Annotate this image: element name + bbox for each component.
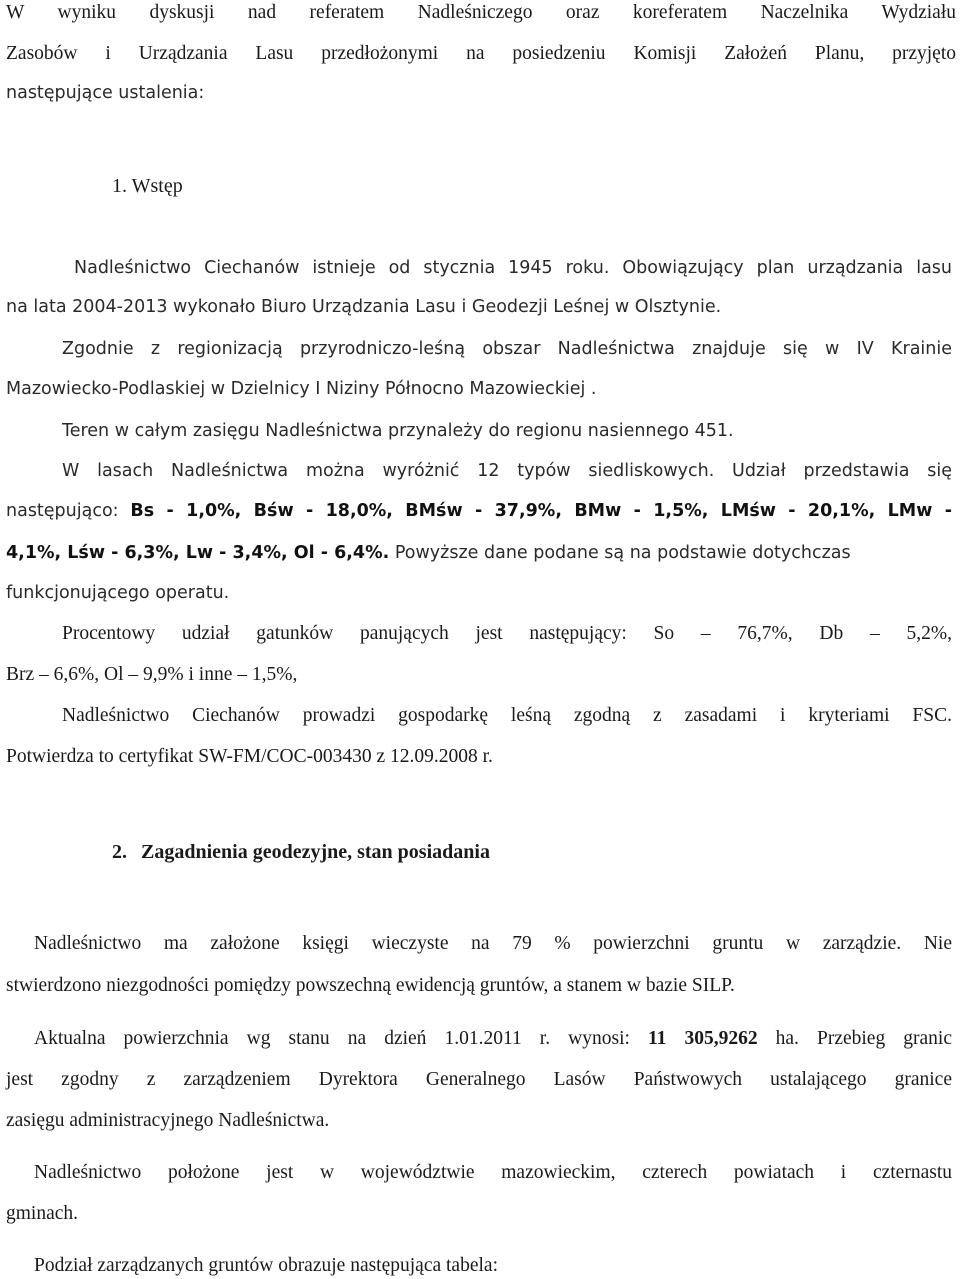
intro-line-1: W wyniku dyskusji nad referatem Nadleśniczego oraz koreferatem Naczelnika Wydziału <box>6 2 956 23</box>
s2-p2-text-c: ha. Przebieg granic <box>757 1028 952 1049</box>
s1-p5-line-1: Procentowy udział gatunków panujących jest następujący: So – 76,7%, Db – 5,2%, <box>62 623 952 644</box>
s2-p3-line-1: Nadleśnictwo położone jest w województwie mazowieckim, czterech powiatach i czternastu <box>34 1162 952 1183</box>
s2-p3-line-2: gminach. <box>6 1203 79 1224</box>
section-2-number: 2. <box>112 841 127 863</box>
s1-p4-habitat-shares-cont: 4,1%, Lśw - 6,3%, Lw - 3,4%, Ol - 6,4%. <box>6 543 390 563</box>
s2-p2-line-3: zasięgu administracyjnego Nadleśnictwa. <box>6 1110 330 1131</box>
section-2-heading <box>112 839 956 865</box>
intro-line-2: Zasobów i Urządzania Lasu przedłożonymi na posiedzeniu Komisji Założeń Planu, przyjęto <box>6 43 956 64</box>
s1-p1-line-1: Nadleśnictwo Ciechanów istnieje od stycznia 1945 roku. Obowiązujący plan urządzania lasu <box>74 258 952 278</box>
s1-p6-line-2: Potwierdza to certyfikat SW-FM/COC-003430 z 12.09.2008 r. <box>6 746 493 767</box>
s2-p2-area-value: 11 305,9262 <box>647 1028 758 1049</box>
s2-p4: Podział zarządzanych gruntów obrazuje następująca tabela: <box>34 1255 498 1276</box>
s1-p3: Teren w całym zasięgu Nadleśnictwa przynależy do regionu nasiennego 451. <box>62 421 734 441</box>
s1-p4-line-2 <box>6 498 952 524</box>
intro-line-3: następujące ustalenia: <box>6 83 205 103</box>
s1-p5-line-2: Brz – 6,6%, Ol – 9,9% i inne – 1,5%, <box>6 664 298 685</box>
s1-p2-line-1: Zgodnie z regionizacją przyrodniczo-leśną obszar Nadleśnictwa znajduje się w IV Krainie <box>62 339 952 359</box>
s1-p6-line-1: Nadleśnictwo Ciechanów prowadzi gospodarkę leśną zgodną z zasadami i kryteriami FSC. <box>62 705 952 726</box>
s1-p4-line-3 <box>6 540 956 566</box>
s1-p4-line-4: funkcjonującego operatu. <box>6 583 230 603</box>
s1-p4-line-3-text: Powyższe dane podane są na podstawie dotychczas <box>389 543 851 563</box>
s2-p1-line-1: Nadleśnictwo ma założone księgi wieczyste na 79 % powierzchni gruntu w zarządzie. Nie <box>34 933 952 954</box>
s2-p2-line-2: jest zgodny z zarządzeniem Dyrektora Generalnego Lasów Państwowych ustalającego granice <box>6 1069 952 1090</box>
s2-p1-line-2: stwierdzono niezgodności pomiędzy powszechną ewidencją gruntów, a stanem w bazie SILP. <box>6 975 735 996</box>
s2-p2-line-1 <box>34 1026 952 1052</box>
s1-p4-line-2-text: następująco: <box>6 501 131 521</box>
s1-p2-line-2: Mazowiecko-Podlaskiej w Dzielnicy I Niziny Północno Mazowieckiej . <box>6 379 597 399</box>
section-1-heading: 1. Wstęp <box>112 175 183 197</box>
s1-p4-line-1: W lasach Nadleśnictwa można wyróżnić 12 typów siedliskowych. Udział przedstawia się <box>62 461 952 481</box>
s1-p1-line-2: na lata 2004-2013 wykonało Biuro Urządzania Lasu i Geodezji Leśnej w Olsztynie. <box>6 297 722 317</box>
s1-p4-habitat-shares: Bs - 1,0%, Bśw - 18,0%, BMśw - 37,9%, BMw - 1,5%, LMśw - 20,1%, LMw - <box>130 501 952 521</box>
s2-p2-text-a: Aktualna powierzchnia wg stanu na dzień 1.01.2011 r. wynosi: <box>34 1028 648 1049</box>
section-2-title: Zagadnienia geodezyjne, stan posiadania <box>141 841 490 863</box>
